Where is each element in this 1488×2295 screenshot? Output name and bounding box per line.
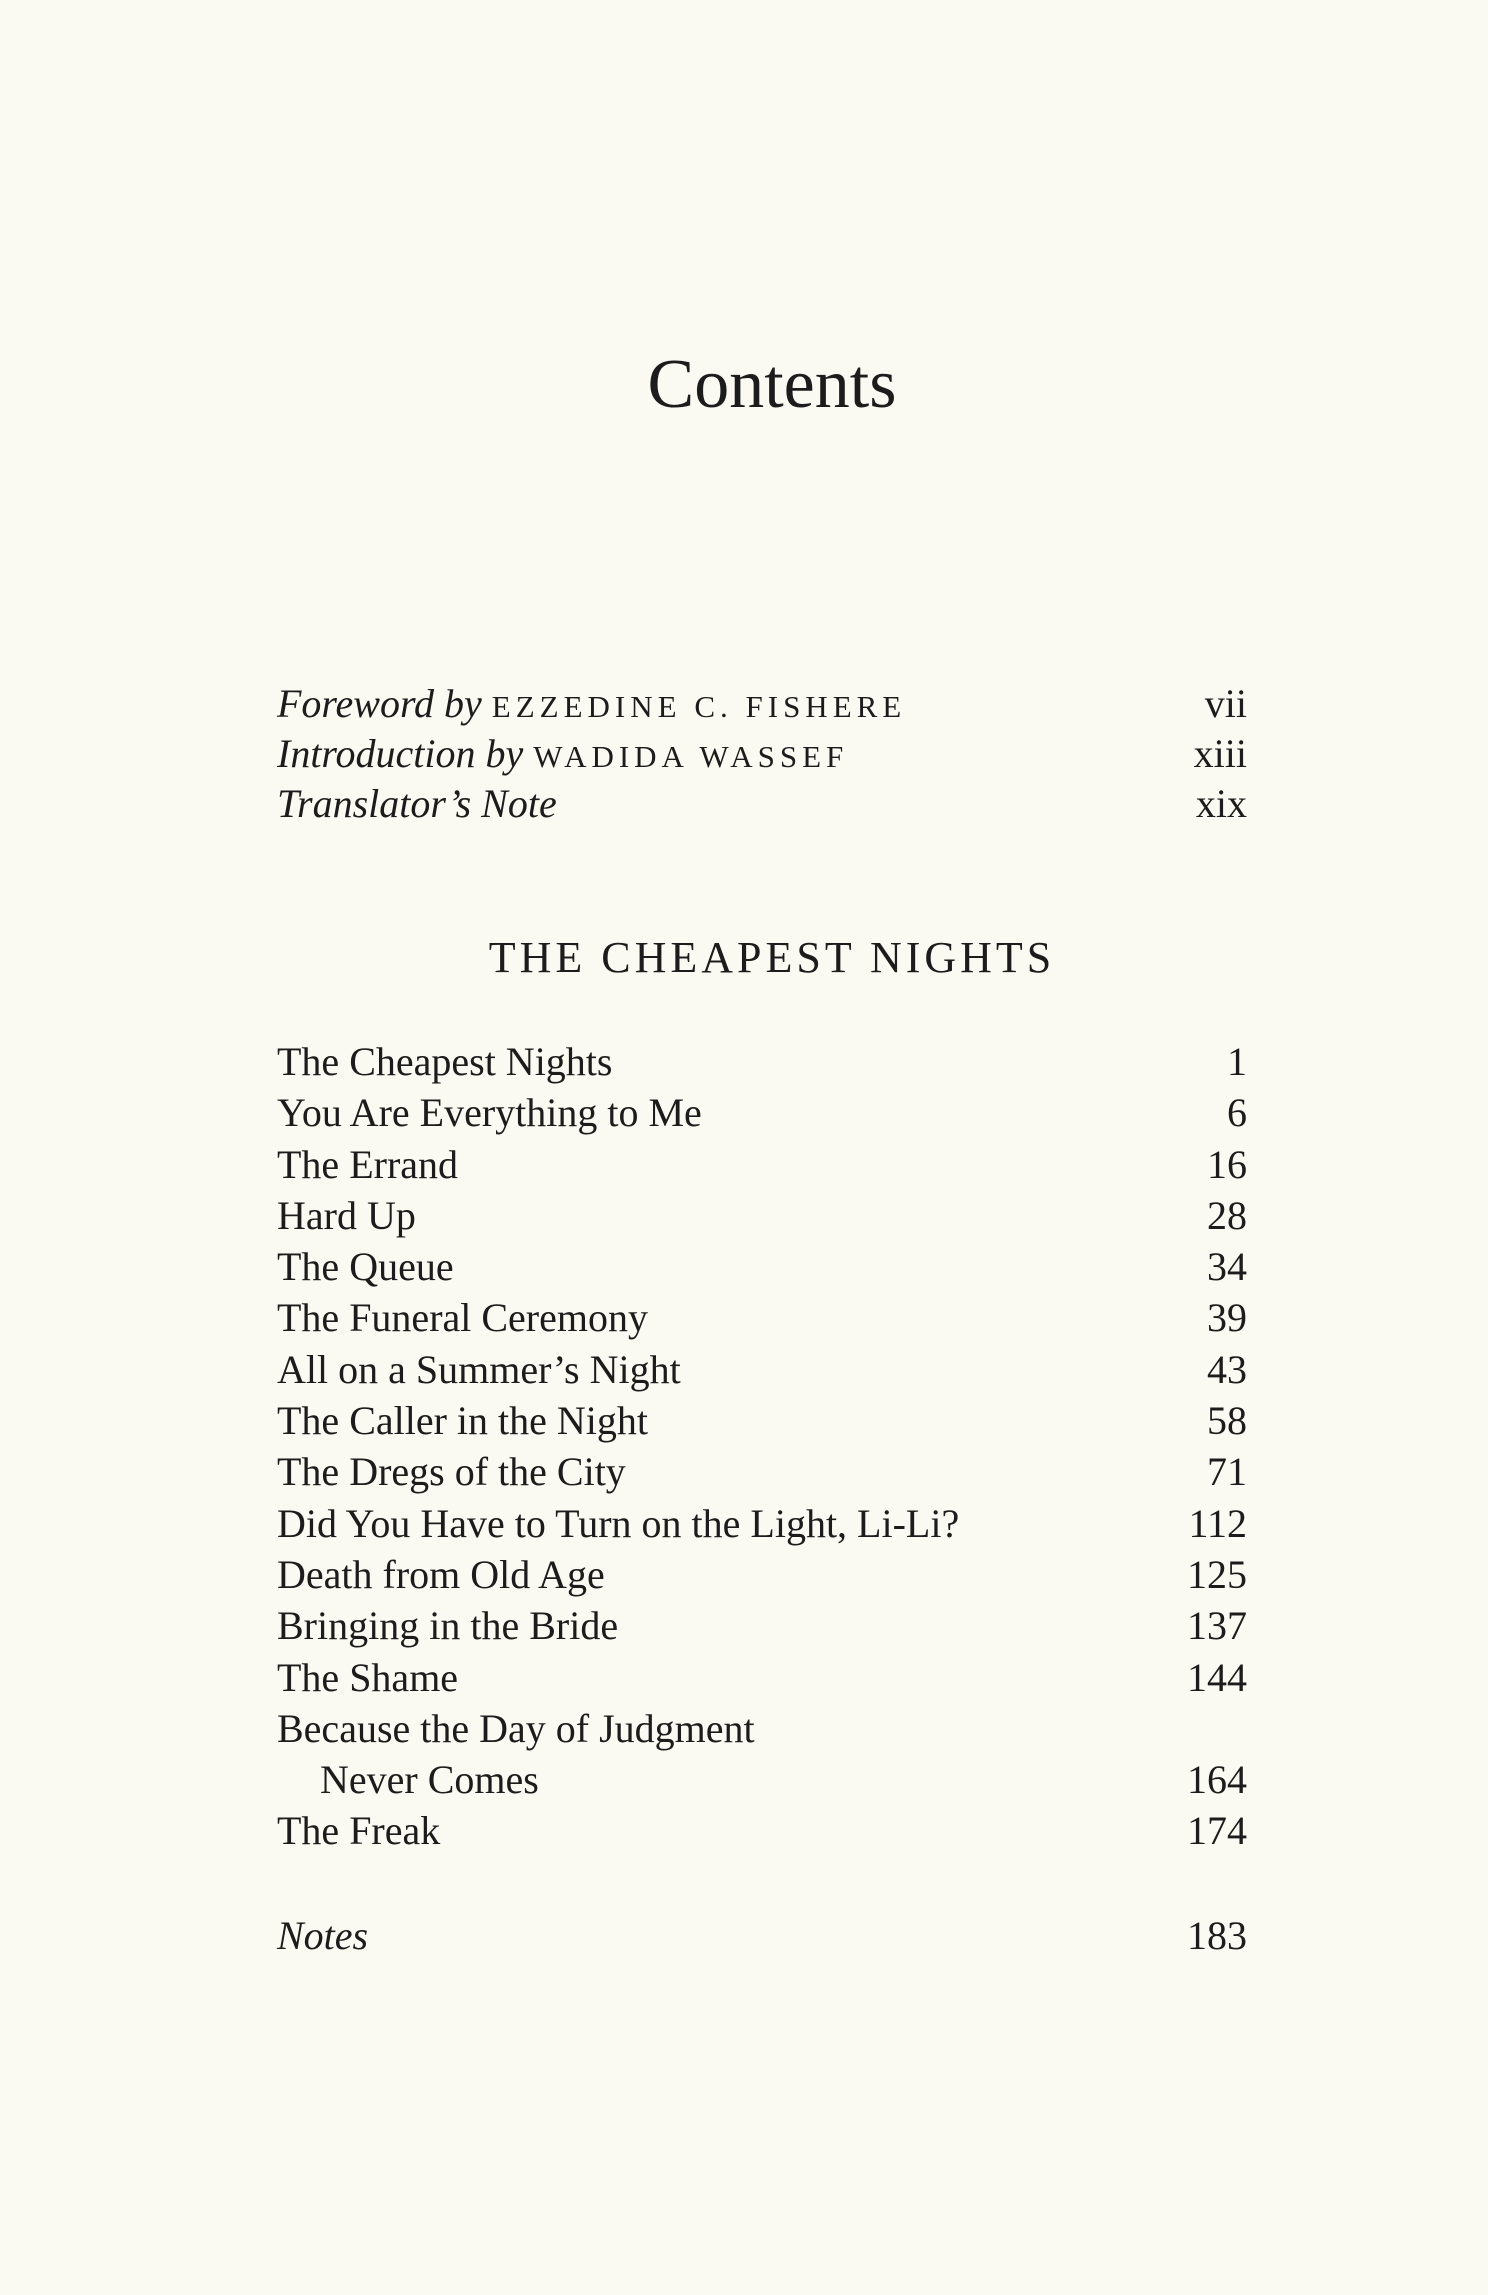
toc-entry-label: Bringing in the Bride bbox=[277, 1603, 619, 1649]
toc-page-number: 183 bbox=[1187, 1913, 1247, 1958]
toc-entry-label: The Errand bbox=[277, 1141, 459, 1187]
toc-page-number: 6 bbox=[1227, 1090, 1247, 1136]
stories-list bbox=[277, 1036, 1247, 1857]
toc-entry-translators-note bbox=[277, 778, 1247, 828]
toc-entry bbox=[277, 1139, 1247, 1190]
toc-entry-label: The Queue bbox=[277, 1244, 454, 1290]
toc-entry bbox=[277, 1036, 1247, 1087]
toc-page-number: 1 bbox=[1227, 1039, 1247, 1084]
toc-entry bbox=[277, 1754, 1247, 1805]
notes-list bbox=[277, 1910, 1247, 1961]
toc-entry-label: Because the Day of Judgment bbox=[277, 1705, 755, 1751]
toc-page-number: 71 bbox=[1207, 1449, 1247, 1495]
toc-page-number: 34 bbox=[1207, 1244, 1247, 1290]
toc-entry bbox=[277, 1395, 1247, 1446]
toc-entry-label: All on a Summer’s Night bbox=[277, 1346, 681, 1392]
toc-page-number: 164 bbox=[1187, 1757, 1247, 1803]
toc-entry-label: The Freak bbox=[277, 1808, 441, 1854]
toc-entry-label: Death from Old Age bbox=[277, 1551, 605, 1597]
toc-entry bbox=[277, 1549, 1247, 1600]
toc-page-number: 112 bbox=[1188, 1500, 1247, 1546]
toc-entry-label: The Caller in the Night bbox=[277, 1398, 649, 1444]
toc-entry bbox=[277, 1292, 1247, 1343]
toc-page-number: 58 bbox=[1207, 1398, 1247, 1444]
toc-page-number: 39 bbox=[1207, 1295, 1247, 1341]
toc-entry-label: Foreword by EZZEDINE C. FISHERE bbox=[277, 681, 907, 726]
toc-page-number: 43 bbox=[1207, 1346, 1247, 1392]
toc-page-number: vii bbox=[1204, 681, 1247, 726]
toc-entry-notes bbox=[277, 1910, 1247, 1961]
toc-entry bbox=[277, 1190, 1247, 1241]
toc-entry bbox=[277, 1652, 1247, 1703]
toc-entry bbox=[277, 1241, 1247, 1292]
toc-entry-label: The Cheapest Nights bbox=[277, 1039, 613, 1084]
toc-page-number: 125 bbox=[1187, 1551, 1247, 1597]
toc-entry bbox=[277, 1703, 1247, 1754]
toc-entry-label: The Shame bbox=[277, 1654, 459, 1700]
toc-page-number: 28 bbox=[1207, 1192, 1247, 1238]
page-title: Contents bbox=[647, 346, 897, 423]
toc-entry bbox=[277, 1087, 1247, 1138]
toc-page-number: 137 bbox=[1187, 1603, 1247, 1649]
toc-entry-label: You Are Everything to Me bbox=[277, 1090, 702, 1136]
toc-entry bbox=[277, 1805, 1247, 1856]
toc-entry-label: Notes bbox=[277, 1913, 369, 1958]
toc-entry bbox=[277, 1600, 1247, 1651]
toc-page-number: 174 bbox=[1187, 1808, 1247, 1854]
toc-entry-label: The Dregs of the City bbox=[277, 1449, 626, 1495]
toc-entry-label: Hard Up bbox=[277, 1192, 416, 1238]
toc-entry-label: Introduction by WADIDA WASSEF bbox=[277, 731, 849, 776]
toc-entry-label: Did You Have to Turn on the Light, Li-Li? bbox=[277, 1500, 960, 1546]
toc-entry bbox=[277, 1498, 1247, 1549]
toc-entry-introduction bbox=[277, 728, 1247, 778]
toc-page-number: 144 bbox=[1187, 1654, 1247, 1700]
toc-entry-foreword bbox=[277, 678, 1247, 728]
toc-page-number: xiii bbox=[1193, 731, 1247, 776]
toc-entry-label: Never Comes bbox=[320, 1757, 539, 1803]
front-matter-list bbox=[277, 678, 1247, 828]
toc-page-number: xix bbox=[1195, 781, 1247, 826]
toc-entry bbox=[277, 1446, 1247, 1497]
toc-page-number: 16 bbox=[1207, 1141, 1247, 1187]
toc-entry-label: The Funeral Ceremony bbox=[277, 1295, 648, 1341]
toc-entry-label: Translator’s Note bbox=[277, 781, 557, 826]
section-heading: THE CHEAPEST NIGHTS bbox=[488, 933, 1056, 982]
toc-entry bbox=[277, 1344, 1247, 1395]
